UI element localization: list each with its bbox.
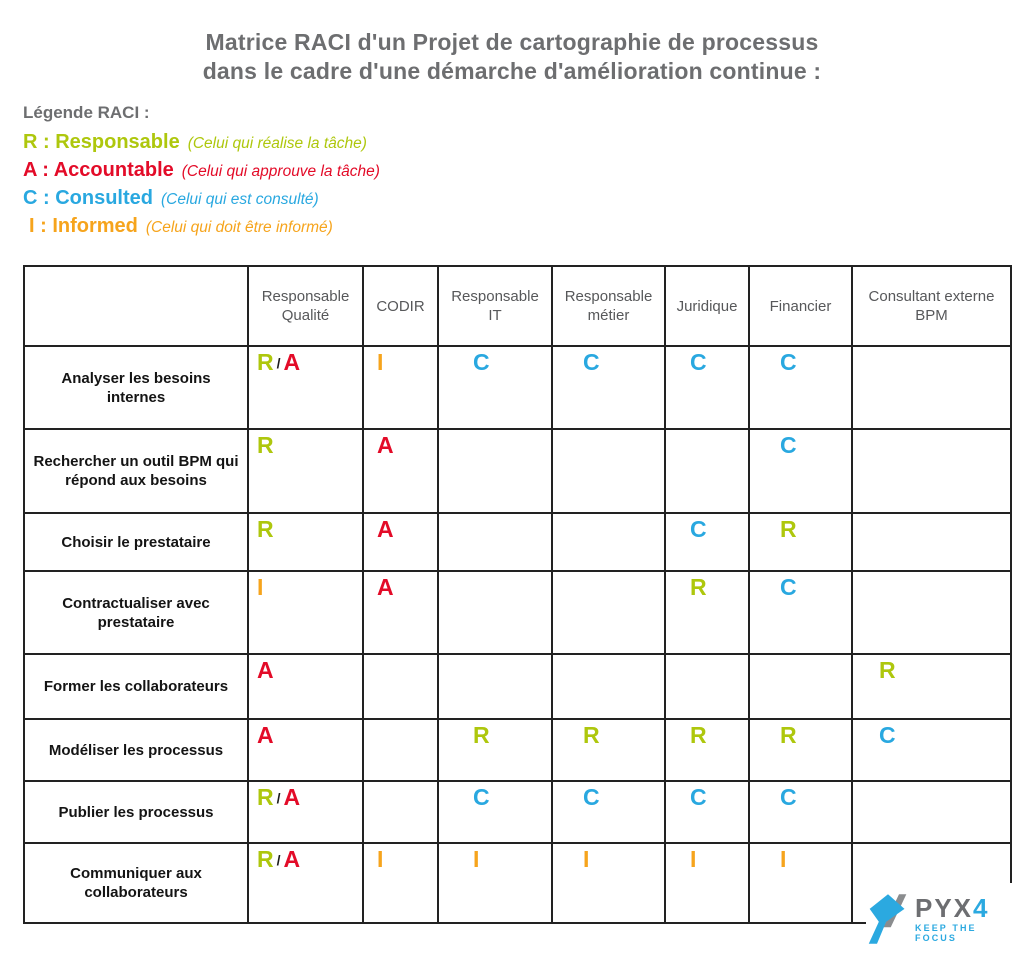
- raci-cell: [852, 654, 1011, 719]
- raci-cell: [665, 843, 749, 923]
- legend-desc-R: (Celui qui réalise la tâche): [187, 135, 367, 152]
- task-label: Communiquer aux collaborateurs: [24, 843, 248, 923]
- raci-cell: [749, 719, 852, 781]
- raci-letter-R: R: [473, 722, 490, 748]
- raci-cell: [749, 429, 852, 513]
- raci-cell: [248, 429, 363, 513]
- raci-cell: [749, 346, 852, 429]
- raci-letter-C: C: [780, 784, 797, 810]
- raci-letter-R: R: [690, 722, 707, 748]
- raci-letter-A: A: [283, 349, 301, 375]
- raci-cell: [852, 429, 1011, 513]
- legend-desc-A: (Celui qui approuve la tâche): [181, 163, 380, 180]
- raci-cell: [363, 571, 438, 654]
- raci-cell: [248, 719, 363, 781]
- raci-cell: [248, 654, 363, 719]
- task-label: Former les collaborateurs: [24, 654, 248, 719]
- raci-letter-R: R: [257, 349, 274, 375]
- raci-cell: [552, 843, 665, 923]
- raci-cell: [665, 719, 749, 781]
- raci-separator: /: [276, 790, 281, 806]
- raci-letter-R: R: [257, 784, 274, 810]
- raci-letter-A: A: [377, 516, 394, 542]
- raci-cell: [852, 571, 1011, 654]
- legend-heading: Légende RACI :: [23, 103, 150, 122]
- raci-cell: [552, 781, 665, 843]
- raci-letter-R: R: [257, 432, 274, 458]
- legend-term-C: C : Consulted: [23, 187, 153, 209]
- raci-letter-C: C: [690, 784, 707, 810]
- raci-letter-R: R: [879, 657, 896, 683]
- table-row: [24, 429, 1011, 513]
- raci-cell: [665, 429, 749, 513]
- legend-item-A: [23, 156, 380, 184]
- column-header: CODIR: [363, 266, 438, 346]
- raci-letter-I: I: [690, 846, 697, 872]
- raci-cell: [363, 654, 438, 719]
- raci-letter-I: I: [257, 574, 264, 600]
- raci-cell: [749, 843, 852, 923]
- raci-cell: [438, 429, 552, 513]
- raci-cell: [552, 571, 665, 654]
- raci-cell: [552, 513, 665, 571]
- raci-cell: [852, 346, 1011, 429]
- raci-letter-I: I: [377, 846, 384, 872]
- raci-table: [23, 265, 1012, 924]
- raci-cell: [852, 781, 1011, 843]
- table-row: [24, 571, 1011, 654]
- raci-cell: [665, 571, 749, 654]
- pyx4-logo: [866, 883, 1018, 955]
- raci-cell: [438, 654, 552, 719]
- task-label: Contractualiser avec prestataire: [24, 571, 248, 654]
- pyx4-logo-mark: [866, 891, 910, 947]
- raci-cell: [852, 513, 1011, 571]
- table-row: [24, 719, 1011, 781]
- raci-cell: [363, 346, 438, 429]
- raci-letter-I: I: [473, 846, 480, 872]
- raci-letter-R: R: [583, 722, 600, 748]
- table-row: [24, 346, 1011, 429]
- raci-cell: [248, 843, 363, 923]
- raci-cell: [248, 513, 363, 571]
- task-label: Modéliser les processus: [24, 719, 248, 781]
- raci-letter-C: C: [473, 349, 490, 375]
- pyx4-tagline: KEEP THE FOCUS: [915, 923, 977, 943]
- raci-cell: [363, 719, 438, 781]
- legend-term-R: R : Responsable: [23, 131, 180, 153]
- raci-letter-R: R: [780, 722, 797, 748]
- raci-letter-C: C: [583, 349, 600, 375]
- legend-items: [23, 128, 380, 240]
- raci-letter-A: A: [377, 574, 394, 600]
- raci-letter-C: C: [780, 432, 797, 458]
- column-header: Consultant externe BPM: [852, 266, 1011, 346]
- legend-desc-I: (Celui qui doit être informé): [145, 219, 333, 236]
- raci-cell: [749, 654, 852, 719]
- raci-letter-C: C: [780, 349, 797, 375]
- task-label: Rechercher un outil BPM qui répond aux besoins: [24, 429, 248, 513]
- pyx4-logo-text: [915, 895, 1018, 943]
- raci-cell: [438, 346, 552, 429]
- raci-cell: [363, 781, 438, 843]
- raci-letter-R: R: [690, 574, 707, 600]
- table-row: [24, 843, 1011, 923]
- pyx4-brand-four: 4: [973, 893, 990, 923]
- legend-desc-C: (Celui qui est consulté): [161, 191, 319, 208]
- page-title-line2: dans le cadre d'une démarche d'amélioration continue :: [202, 58, 822, 84]
- raci-letter-R: R: [257, 846, 274, 872]
- legend-term-A: A : Accountable: [23, 159, 174, 181]
- raci-cell: [438, 843, 552, 923]
- raci-cell: [749, 781, 852, 843]
- raci-cell: [552, 654, 665, 719]
- raci-separator: /: [276, 355, 281, 371]
- raci-cell: [552, 429, 665, 513]
- column-header: Responsable IT: [438, 266, 552, 346]
- raci-cell: [248, 781, 363, 843]
- pyx4-brand: [915, 895, 1018, 921]
- column-header: Responsable Qualité: [248, 266, 363, 346]
- raci-separator: /: [276, 852, 281, 868]
- raci-cell: [552, 719, 665, 781]
- raci-letter-C: C: [473, 784, 490, 810]
- raci-cell: [749, 571, 852, 654]
- table-row: [24, 654, 1011, 719]
- column-header: Juridique: [665, 266, 749, 346]
- raci-letter-C: C: [690, 349, 707, 375]
- raci-letter-R: R: [257, 516, 274, 542]
- pyx4-brand-gray: PYX: [915, 893, 974, 923]
- legend-term-I: I : Informed: [29, 215, 138, 237]
- legend-item-R: [23, 128, 380, 156]
- raci-cell: [248, 346, 363, 429]
- raci-legend: [23, 103, 380, 240]
- raci-cell: [363, 429, 438, 513]
- raci-letter-A: A: [283, 784, 301, 810]
- table-row: [24, 781, 1011, 843]
- task-label: Analyser les besoins internes: [24, 346, 248, 429]
- raci-table-header: [24, 266, 1011, 346]
- raci-cell: [665, 513, 749, 571]
- column-header-empty: [24, 266, 248, 346]
- raci-cell: [438, 719, 552, 781]
- raci-cell: [363, 513, 438, 571]
- raci-letter-C: C: [780, 574, 797, 600]
- task-label: Choisir le prestataire: [24, 513, 248, 571]
- task-label: Publier les processus: [24, 781, 248, 843]
- raci-cell: [438, 513, 552, 571]
- raci-cell: [552, 346, 665, 429]
- raci-letter-C: C: [583, 784, 600, 810]
- raci-cell: [665, 781, 749, 843]
- raci-cell: [438, 781, 552, 843]
- column-header: Financier: [749, 266, 852, 346]
- legend-item-I: [23, 212, 380, 240]
- page-title-line1: Matrice RACI d'un Projet de cartographie de processus: [205, 29, 819, 55]
- raci-letter-A: A: [257, 657, 274, 683]
- raci-cell: [852, 719, 1011, 781]
- raci-letter-R: R: [780, 516, 797, 542]
- raci-cell: [665, 346, 749, 429]
- raci-letter-C: C: [879, 722, 896, 748]
- raci-letter-A: A: [257, 722, 274, 748]
- raci-letter-A: A: [283, 846, 301, 872]
- raci-cell: [248, 571, 363, 654]
- raci-letter-C: C: [690, 516, 707, 542]
- raci-cell: [363, 843, 438, 923]
- raci-cell: [665, 654, 749, 719]
- raci-cell: [749, 513, 852, 571]
- raci-letter-I: I: [780, 846, 787, 872]
- table-row: [24, 513, 1011, 571]
- raci-letter-I: I: [583, 846, 590, 872]
- raci-letter-A: A: [377, 432, 394, 458]
- legend-item-C: [23, 184, 380, 212]
- raci-cell: [438, 571, 552, 654]
- page-title: [0, 28, 1024, 86]
- column-header: Responsable métier: [552, 266, 665, 346]
- raci-letter-I: I: [377, 349, 384, 375]
